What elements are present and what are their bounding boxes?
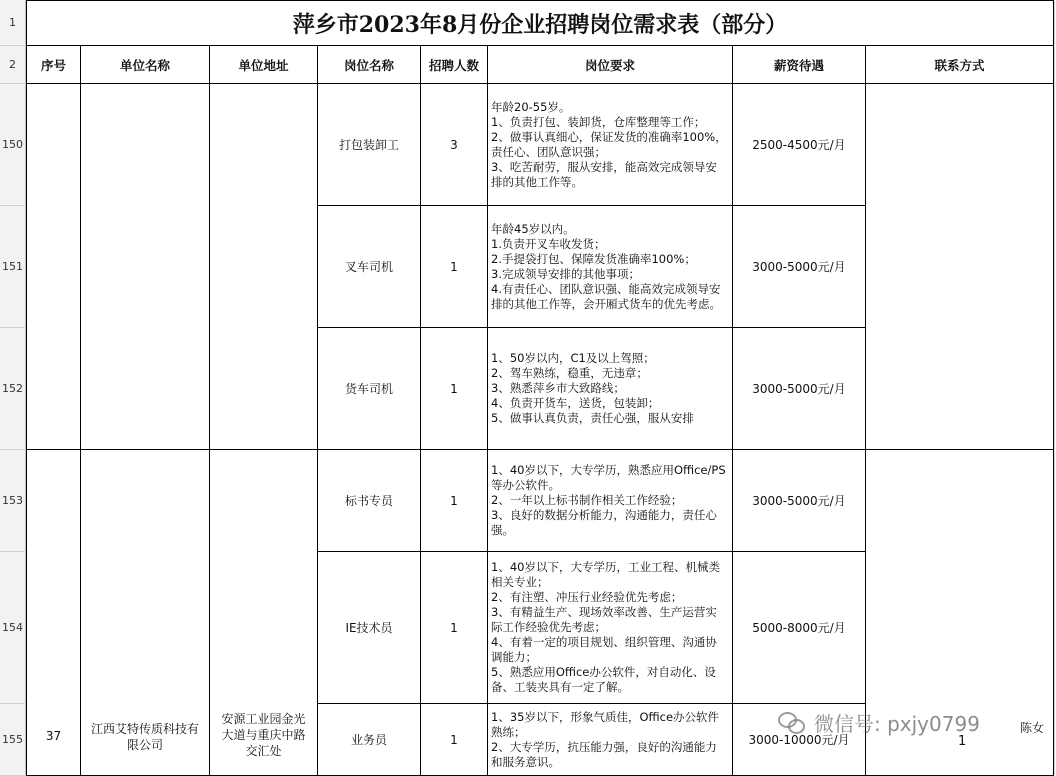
salary-cell: 5000-8000元/月 — [733, 552, 866, 704]
position-cell: IE技术员 — [318, 552, 421, 704]
requirement-line: 3、良好的数据分析能力，沟通能力，责任心强。 — [491, 508, 717, 537]
count-cell: 1 — [421, 328, 488, 450]
seq-cell-prev — [26, 84, 81, 450]
requirements-text — [491, 222, 728, 312]
row-header-1[interactable]: 1 — [0, 0, 26, 46]
requirements-cell — [488, 552, 733, 704]
grid-line — [1054, 0, 1055, 776]
company-cell-prev — [81, 84, 210, 450]
requirements-cell — [488, 704, 733, 776]
position-cell: 打包装卸工 — [318, 84, 421, 206]
requirements-text — [491, 710, 728, 770]
header-requirements: 岗位要求 — [488, 46, 733, 84]
requirement-line: 4.有责任心、团队意识强、能高效完成领导安排的其他工作等，会开厢式货车的优先考虑。 — [491, 281, 721, 311]
seq-value: 37 — [45, 729, 62, 743]
requirements-text — [491, 560, 728, 695]
contact-fragment-2: 陈女 — [1020, 721, 1045, 735]
requirement-line: 2、做事认真细心，保证发货的准确率100%，责任心、团队意识强； — [491, 129, 727, 159]
requirement-line: 2、驾车熟练，稳重，无违章； — [491, 366, 648, 380]
salary-cell: 3000-5000元/月 — [733, 206, 866, 328]
position-cell: 叉车司机 — [318, 206, 421, 328]
company-name: 江西艾特传质科技有限公司 — [90, 722, 199, 752]
header-company: 单位名称 — [81, 46, 210, 84]
requirements-text — [491, 351, 728, 426]
requirement-line: 1、35岁以下，形象气质佳，Office办公软件熟练； — [491, 709, 720, 739]
requirements-cell — [488, 84, 733, 206]
requirement-line: 年龄45岁以内。 — [491, 221, 575, 236]
address-cell-37 — [210, 450, 318, 776]
contact-cell-prev — [866, 84, 1054, 450]
row-header[interactable]: 152 — [0, 328, 26, 450]
salary-cell: 3000-10000元/月 — [733, 704, 866, 776]
company-address: 安源工业园金光大道与重庆中路交汇处 — [221, 712, 306, 758]
requirement-line: 年龄20-55岁。 — [491, 99, 571, 114]
row-header-2[interactable]: 2 — [0, 46, 26, 84]
count-cell: 1 — [421, 206, 488, 328]
position-cell: 标书专员 — [318, 450, 421, 552]
header-address: 单位地址 — [210, 46, 318, 84]
header-count: 招聘人数 — [421, 46, 488, 84]
requirements-cell — [488, 206, 733, 328]
count-cell: 1 — [421, 450, 488, 552]
sheet-title: 萍乡市2023年8月份企业招聘岗位需求表（部分） — [26, 0, 1054, 46]
count-cell: 1 — [421, 552, 488, 704]
position-cell: 货车司机 — [318, 328, 421, 450]
header-salary: 薪资待遇 — [733, 46, 866, 84]
requirement-line: 1、40岁以下，大专学历，熟悉应用Office/PS等办公软件。 — [491, 463, 726, 492]
requirement-line: 3、有精益生产、现场效率改善、生产运营实际工作经验优先考虑； — [491, 605, 717, 634]
requirement-line: 2、一年以上标书制作相关工作经验； — [491, 493, 683, 507]
watermark-text: 微信号: pxjy0799 — [814, 711, 980, 736]
salary-cell: 3000-5000元/月 — [733, 450, 866, 552]
row-header[interactable]: 154 — [0, 552, 26, 704]
contact-cell-37 — [866, 450, 1054, 776]
address-cell-prev — [210, 84, 318, 450]
requirement-line: 2.手提袋打包、保障发货准确率100%； — [491, 251, 696, 266]
row-header[interactable]: 155 — [0, 704, 26, 776]
salary-cell: 2500-4500元/月 — [733, 84, 866, 206]
requirement-line: 2、有注塑、冲压行业经验优先考虑； — [491, 590, 683, 604]
row-header[interactable]: 151 — [0, 206, 26, 328]
requirement-line: 1、50岁以内，C1及以上驾照； — [491, 351, 655, 365]
requirement-line: 5、做事认真负责，责任心强，服从安排 — [491, 411, 694, 425]
requirement-line: 4、负责开货车，送货，包装卸； — [491, 396, 660, 410]
count-cell: 1 — [421, 704, 488, 776]
contact-fragment-1: 1 — [958, 734, 967, 749]
count-cell: 3 — [421, 84, 488, 206]
requirement-line: 2、大专学历，抗压能力强，良好的沟通能力和服务意识。 — [491, 739, 717, 769]
seq-cell-37 — [26, 450, 81, 776]
header-contact: 联系方式 — [866, 46, 1054, 84]
requirement-line: 5、熟悉应用Office办公软件，对自动化、设备、工装夹具有一定了解。 — [491, 665, 716, 694]
requirement-line: 4、有着一定的项目规划、组织管理、沟通协调能力； — [491, 635, 717, 664]
requirement-line: 1.负责开叉车收发货； — [491, 236, 606, 251]
position-cell: 业务员 — [318, 704, 421, 776]
requirement-line: 1、40岁以下，大专学历，工业工程、机械类相关专业； — [491, 560, 720, 589]
requirement-line: 1、负责打包、装卸货，仓库整理等工作； — [491, 114, 706, 129]
requirement-line: 3.完成领导安排的其他事项； — [491, 266, 640, 281]
requirements-cell — [488, 328, 733, 450]
company-cell-37 — [81, 450, 210, 776]
requirements-text — [491, 463, 728, 538]
salary-cell: 3000-5000元/月 — [733, 328, 866, 450]
row-header[interactable]: 150 — [0, 84, 26, 206]
header-seq: 序号 — [26, 46, 81, 84]
requirements-cell — [488, 450, 733, 552]
row-header[interactable]: 153 — [0, 450, 26, 552]
requirement-line: 3、熟悉萍乡市大致路线； — [491, 381, 625, 395]
header-position: 岗位名称 — [318, 46, 421, 84]
requirement-line: 3、吃苦耐劳，服从安排，能高效完成领导安排的其他工作等。 — [491, 159, 717, 189]
requirements-text — [491, 100, 728, 190]
